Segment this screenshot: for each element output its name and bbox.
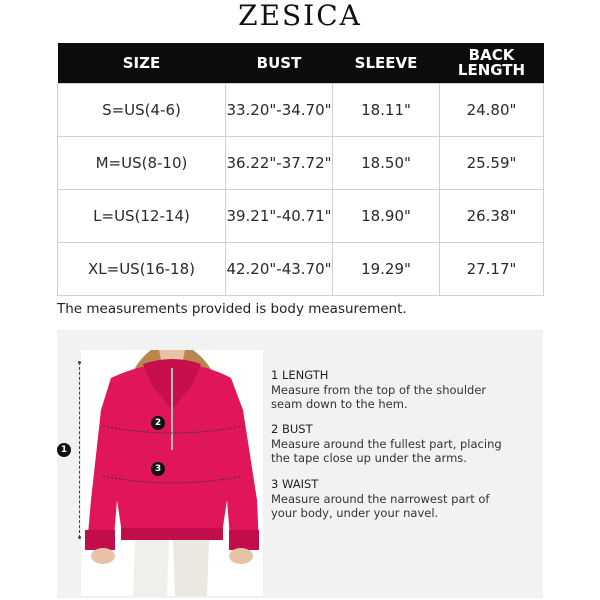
bust-cell: 42.20"-43.70" xyxy=(226,243,333,296)
sleeve-cell: 18.50" xyxy=(333,137,440,190)
size-chart-table xyxy=(57,43,544,296)
back-length-cell: 24.80" xyxy=(440,84,544,137)
guide-bust-text: Measure around the fullest part, placing the tape close up under the arms. xyxy=(271,436,502,465)
sleeve-cell: 18.11" xyxy=(333,84,440,137)
back-length-cell: 25.59" xyxy=(440,137,544,190)
table-row xyxy=(58,190,544,243)
header-back-length: BACK LENGTH xyxy=(440,43,544,84)
table-header-row xyxy=(58,43,544,84)
size-cell: L=US(12-14) xyxy=(58,190,226,243)
table-row xyxy=(58,243,544,296)
sleeve-cell: 19.29" xyxy=(333,243,440,296)
table-row xyxy=(58,137,544,190)
guide-waist-title: 3 WAIST xyxy=(271,477,319,491)
waist-marker-icon: 3 xyxy=(151,462,165,476)
bust-marker-icon: 2 xyxy=(151,416,165,430)
bust-cell: 33.20"-34.70" xyxy=(226,84,333,137)
measurement-guide-panel xyxy=(57,330,543,598)
size-cell: M=US(8-10) xyxy=(58,137,226,190)
guide-length-title: 1 LENGTH xyxy=(271,368,329,382)
guide-bust xyxy=(271,422,511,466)
sweater-illustration-icon xyxy=(81,350,263,596)
header-bust: BUST xyxy=(226,43,333,84)
size-cell: S=US(4-6) xyxy=(58,84,226,137)
header-sleeve: SLEEVE xyxy=(333,43,440,84)
brand-logo: ZESICA xyxy=(238,0,362,32)
sleeve-cell: 18.90" xyxy=(333,190,440,243)
table-row xyxy=(58,84,544,137)
length-indicator-line xyxy=(79,362,80,538)
bust-cell: 39.21"-40.71" xyxy=(226,190,333,243)
model-photo xyxy=(81,350,263,596)
guide-waist xyxy=(271,477,501,521)
measurement-note: The measurements provided is body measurement. xyxy=(57,301,407,317)
bust-cell: 36.22"-37.72" xyxy=(226,137,333,190)
guide-waist-text: Measure around the narrowest part of your body, under your navel. xyxy=(271,491,490,520)
size-cell: XL=US(16-18) xyxy=(58,243,226,296)
guide-length xyxy=(271,368,501,412)
length-marker-icon: 1 xyxy=(57,443,71,457)
guide-length-text: Measure from the top of the shoulder seam down to the hem. xyxy=(271,382,487,411)
guide-bust-title: 2 BUST xyxy=(271,422,313,436)
back-length-cell: 26.38" xyxy=(440,190,544,243)
header-size: SIZE xyxy=(58,43,226,84)
back-length-cell: 27.17" xyxy=(440,243,544,296)
